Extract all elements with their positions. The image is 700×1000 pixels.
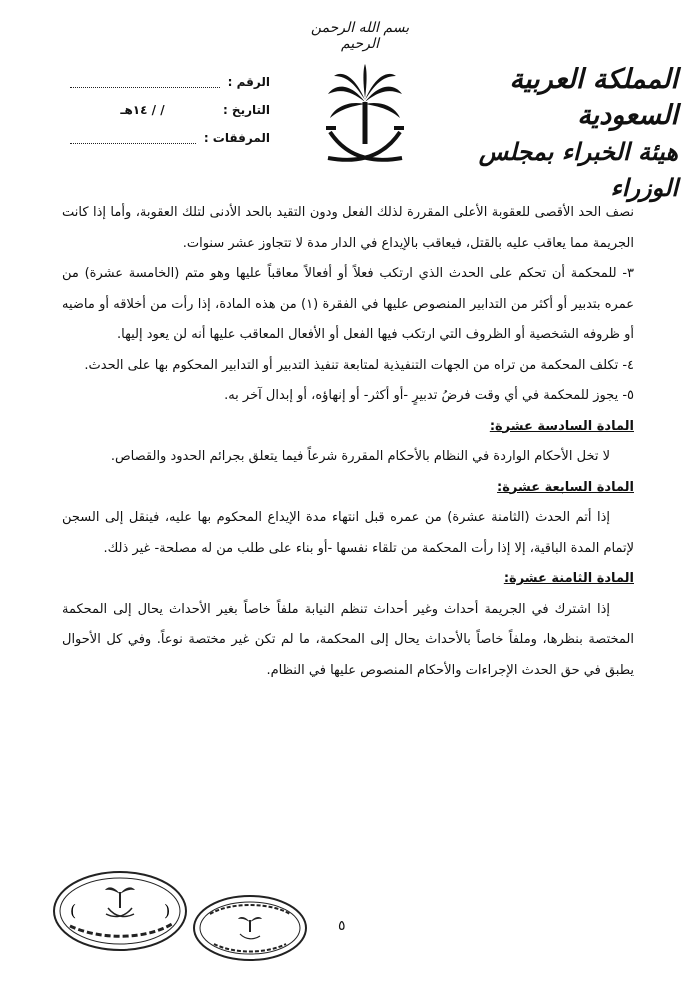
- article-16-title: المادة السادسة عشرة:: [489, 418, 634, 434]
- article-18-text: إذا اشترك في الجريمة أحداث وغير أحداث تنظم النيابة ملفاً خاصاً بغير الأحداث يحال إلى المحكمة المختصة بنظرها، وملفاً خاصاً بالأحداث يحال إلى المحكمة، ما لم تكن غير مختصة نوعاً. وفي كل الأحوال يطبق في حق الحدث الإجراءات والأحكام المنصوص عليها في النظام.: [62, 601, 634, 678]
- basmala: بسم الله الرحمن الرحيم: [310, 20, 410, 52]
- kingdom-name: المملكة العربية السعودية: [509, 64, 678, 131]
- authority-name: هيئة الخبراء بمجلس الوزراء: [478, 137, 678, 202]
- svg-text:(: (: [70, 901, 77, 920]
- authority-seal-stamp: [50, 868, 190, 954]
- ref-line: [70, 77, 220, 88]
- article-17-text: إذا أتم الحدث (الثامنة عشرة) من عمره قبل انتهاء مدة الإيداع المحكوم بها عليه، فينقل إلى السجن لإتمام المدة الباقية، إلا إذا رأت المحكمة من تلقاء نفسها -أو بناء على طلب من له مصلحة- غير ذلك.: [62, 510, 634, 556]
- item-5: ٥- يجوز للمحكمة في أي وقت فرضُ تدبيرٍ -أو أكثر- أو إنهاؤه، أو إبدال آخر به.: [224, 388, 634, 403]
- article-16-text: لا تخل الأحكام الواردة في النظام بالأحكام المقررة شرعاً فيما يتعلق بجرائم الحدود والقصاص.: [110, 449, 610, 464]
- item-3: ٣- للمحكمة أن تحكم على الحدث الذي ارتكب فعلاً أو أفعالاً معاقباً عليها وهو متم (الخامسة عشرة) من عمره بتدبير أو أكثر من التدابير المنصوص عليها في الفقرة (١) من هذه المادة، إذا رأت من أخلاقه أو ماضيه أو ظروفه الشخصية أو الظروف التي ارتكب فيها الفعل أو الأفعال المعاقب عليها أنه لن يعود إليها.: [62, 266, 634, 342]
- ref-label: الرقم :: [227, 75, 270, 89]
- date-value: / / ١٤هـ: [120, 103, 165, 117]
- date-label: التاريخ :: [222, 103, 270, 117]
- attachments-label: المرفقات :: [203, 131, 270, 145]
- secretariat-seal-stamp: [190, 892, 310, 964]
- svg-text:): ): [164, 901, 171, 920]
- reference-block: [70, 68, 270, 152]
- article-17-title: المادة السابعة عشرة:: [497, 479, 634, 495]
- letterhead-title: [428, 62, 678, 206]
- palm-and-swords-emblem-icon: [320, 62, 410, 172]
- page-number: ٥: [338, 918, 346, 934]
- attachments-line: [70, 133, 196, 144]
- item-4: ٤- تكلف المحكمة من تراه من الجهات التنفيذية لمتابعة تنفيذ التدبير أو التدابير المحكوم بها على الحدث.: [84, 357, 634, 373]
- article-18-title: المادة الثامنة عشرة:: [503, 571, 634, 586]
- paragraph-continuation: نصف الحد الأقصى للعقوبة الأعلى المقررة لذلك الفعل ودون التقيد بالحد الأدنى لتلك العقوبة، وأما إذا كانت الجريمة مما يعاقب عليه بالقتل، فيعاقب بالإيداع في الدار مدة لا تتجاوز عشر سنوات.: [62, 205, 634, 251]
- document-body: [62, 198, 634, 686]
